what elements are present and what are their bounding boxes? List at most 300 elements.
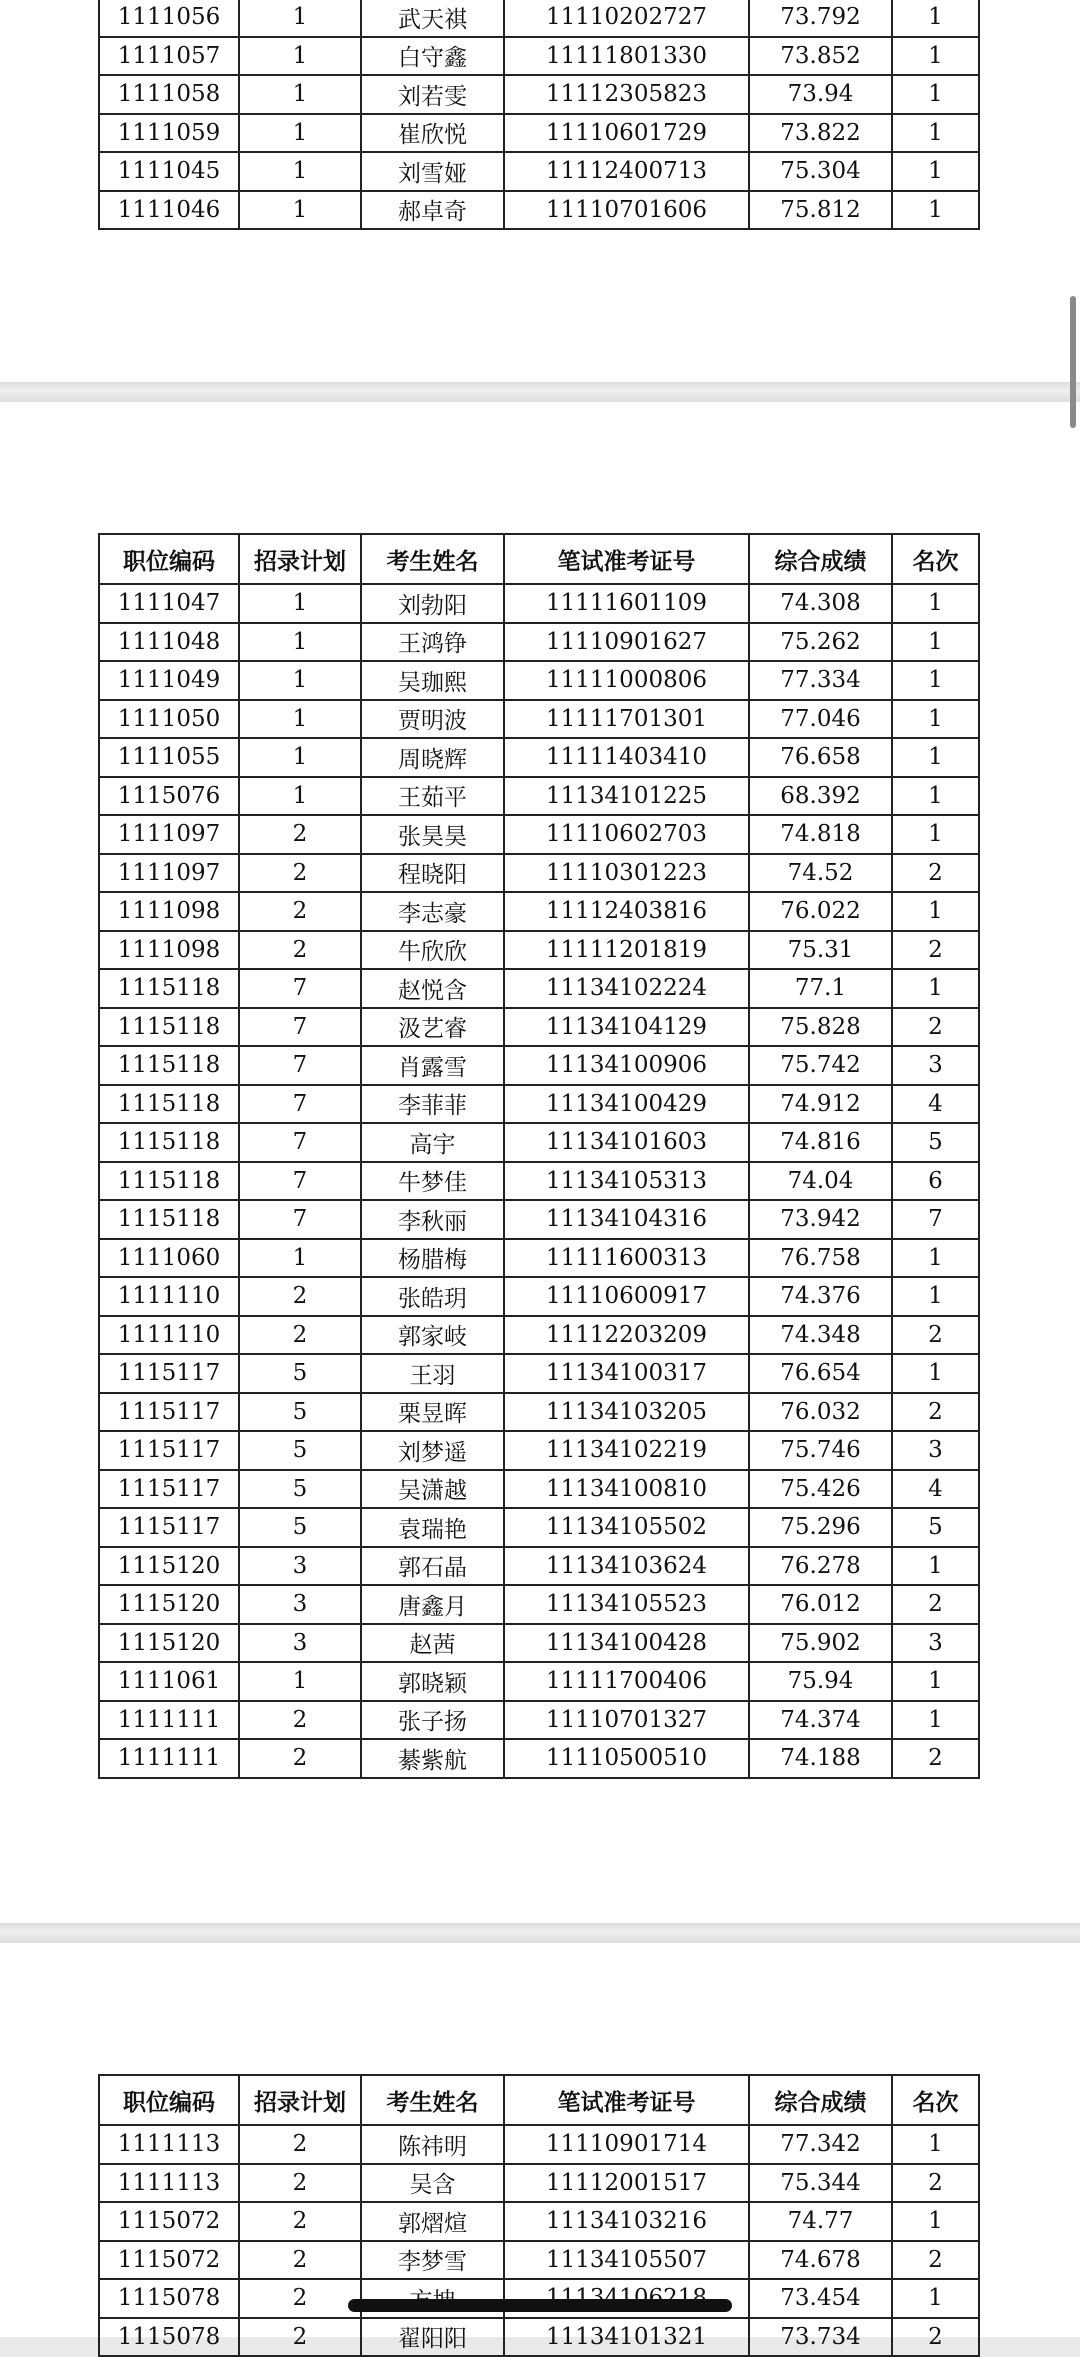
- cell-rank: 1: [892, 700, 979, 739]
- score-table-1: [98, 0, 980, 230]
- table-row: [99, 2318, 979, 2357]
- page-separator: [0, 382, 1080, 402]
- cell-recruit-plan: 1: [239, 114, 361, 153]
- table-row: [99, 1393, 979, 1432]
- cell-total-score: 74.816: [749, 1123, 892, 1162]
- cell-total-score: 73.454: [749, 2279, 892, 2318]
- table-row: [99, 75, 979, 114]
- cell-position-code: 1115072: [99, 2241, 239, 2280]
- cell-position-code: 1115072: [99, 2202, 239, 2241]
- cell-exam-ticket: 11134102219: [504, 1431, 749, 1470]
- cell-rank: 1: [892, 1277, 979, 1316]
- cell-rank: 5: [892, 1508, 979, 1547]
- cell-recruit-plan: 7: [239, 1123, 361, 1162]
- cell-exam-ticket: 11112305823: [504, 75, 749, 114]
- header-recruit-plan: 招录计划: [239, 2075, 361, 2125]
- cell-rank: 1: [892, 2279, 979, 2318]
- cell-exam-ticket: 11134101603: [504, 1123, 749, 1162]
- cell-rank: 1: [892, 2202, 979, 2241]
- cell-rank: 5: [892, 1123, 979, 1162]
- cell-exam-ticket: 11134105523: [504, 1585, 749, 1624]
- cell-rank: 1: [892, 777, 979, 816]
- cell-rank: 1: [892, 1662, 979, 1701]
- table-row: [99, 738, 979, 777]
- cell-candidate-name: 唐鑫月: [361, 1585, 504, 1624]
- document-page-3: [0, 1943, 1080, 2353]
- cell-exam-ticket: 11134104129: [504, 1008, 749, 1047]
- cell-total-score: 74.77: [749, 2202, 892, 2241]
- cell-total-score: 75.746: [749, 1431, 892, 1470]
- cell-position-code: 1115118: [99, 1200, 239, 1239]
- cell-recruit-plan: 2: [239, 2318, 361, 2357]
- cell-total-score: 75.902: [749, 1624, 892, 1663]
- header-candidate-name: 考生姓名: [361, 2075, 504, 2125]
- cell-exam-ticket: 11134105502: [504, 1508, 749, 1547]
- cell-recruit-plan: 2: [239, 931, 361, 970]
- cell-position-code: 1111058: [99, 75, 239, 114]
- cell-rank: 2: [892, 2318, 979, 2357]
- cell-candidate-name: 赵茜: [361, 1624, 504, 1663]
- cell-recruit-plan: 1: [239, 75, 361, 114]
- cell-position-code: 1115120: [99, 1624, 239, 1663]
- cell-exam-ticket: 11134102224: [504, 969, 749, 1008]
- table-row: [99, 152, 979, 191]
- cell-position-code: 1111113: [99, 2164, 239, 2203]
- table-row: [99, 584, 979, 623]
- cell-position-code: 1111098: [99, 931, 239, 970]
- cell-recruit-plan: 2: [239, 2241, 361, 2280]
- cell-position-code: 1115120: [99, 1585, 239, 1624]
- cell-position-code: 1115118: [99, 1085, 239, 1124]
- cell-total-score: 76.278: [749, 1547, 892, 1586]
- table-row: [99, 1739, 979, 1778]
- scrollbar-thumb[interactable]: [1070, 296, 1076, 428]
- cell-candidate-name: 张昊昊: [361, 815, 504, 854]
- cell-total-score: 76.022: [749, 892, 892, 931]
- cell-position-code: 1111047: [99, 584, 239, 623]
- table-row: [99, 1470, 979, 1509]
- cell-rank: 1: [892, 1701, 979, 1740]
- cell-recruit-plan: 5: [239, 1354, 361, 1393]
- cell-recruit-plan: 1: [239, 584, 361, 623]
- cell-rank: 4: [892, 1085, 979, 1124]
- cell-candidate-name: 吴含: [361, 2164, 504, 2203]
- table-row: [99, 2125, 979, 2164]
- cell-total-score: 73.792: [749, 0, 892, 37]
- cell-exam-ticket: 11134100906: [504, 1046, 749, 1085]
- table-header-row: [99, 534, 979, 584]
- table-row: [99, 931, 979, 970]
- cell-rank: 1: [892, 815, 979, 854]
- cell-exam-ticket: 11111201819: [504, 931, 749, 970]
- cell-exam-ticket: 11134100317: [504, 1354, 749, 1393]
- cell-rank: 1: [892, 114, 979, 153]
- cell-rank: 1: [892, 2125, 979, 2164]
- cell-recruit-plan: 5: [239, 1470, 361, 1509]
- cell-total-score: 75.344: [749, 2164, 892, 2203]
- cell-exam-ticket: 11134101225: [504, 777, 749, 816]
- cell-candidate-name: 吴潇越: [361, 1470, 504, 1509]
- table-row: [99, 2202, 979, 2241]
- table-row: [99, 1085, 979, 1124]
- cell-recruit-plan: 1: [239, 0, 361, 37]
- cell-position-code: 1115118: [99, 1046, 239, 1085]
- cell-exam-ticket: 11111700406: [504, 1662, 749, 1701]
- cell-position-code: 1115118: [99, 1008, 239, 1047]
- cell-rank: 2: [892, 1316, 979, 1355]
- cell-recruit-plan: 2: [239, 2202, 361, 2241]
- table-row: [99, 114, 979, 153]
- cell-candidate-name: 杨腊梅: [361, 1239, 504, 1278]
- cell-rank: 3: [892, 1624, 979, 1663]
- cell-candidate-name: 吴珈熙: [361, 661, 504, 700]
- cell-total-score: 76.654: [749, 1354, 892, 1393]
- cell-candidate-name: 刘梦遥: [361, 1431, 504, 1470]
- cell-total-score: 75.262: [749, 623, 892, 662]
- cell-recruit-plan: 1: [239, 1239, 361, 1278]
- cell-exam-ticket: 11134103205: [504, 1393, 749, 1432]
- cell-recruit-plan: 2: [239, 1316, 361, 1355]
- cell-rank: 6: [892, 1162, 979, 1201]
- cell-exam-ticket: 11134105313: [504, 1162, 749, 1201]
- cell-candidate-name: 李梦雪: [361, 2241, 504, 2280]
- table-row: [99, 1277, 979, 1316]
- table-row: [99, 2164, 979, 2203]
- cell-position-code: 1115117: [99, 1393, 239, 1432]
- cell-rank: 2: [892, 2164, 979, 2203]
- cell-rank: 1: [892, 969, 979, 1008]
- document-page-2: [0, 402, 1080, 1923]
- cell-exam-ticket: 11134105507: [504, 2241, 749, 2280]
- cell-candidate-name: 陈祎明: [361, 2125, 504, 2164]
- cell-recruit-plan: 2: [239, 2279, 361, 2318]
- cell-exam-ticket: 11111600313: [504, 1239, 749, 1278]
- table-row: [99, 1008, 979, 1047]
- cell-rank: 2: [892, 1008, 979, 1047]
- cell-recruit-plan: 2: [239, 1277, 361, 1316]
- cell-position-code: 1111110: [99, 1277, 239, 1316]
- cell-total-score: 74.348: [749, 1316, 892, 1355]
- cell-candidate-name: 肖露雪: [361, 1046, 504, 1085]
- cell-candidate-name: 刘若雯: [361, 75, 504, 114]
- cell-recruit-plan: 1: [239, 37, 361, 76]
- header-total-score: 综合成绩: [749, 2075, 892, 2125]
- cell-candidate-name: 汲艺睿: [361, 1008, 504, 1047]
- cell-candidate-name: 高宇: [361, 1123, 504, 1162]
- cell-candidate-name: 郭熠煊: [361, 2202, 504, 2241]
- cell-rank: 2: [892, 931, 979, 970]
- header-total-score: 综合成绩: [749, 534, 892, 584]
- cell-position-code: 1111057: [99, 37, 239, 76]
- cell-recruit-plan: 5: [239, 1431, 361, 1470]
- cell-candidate-name: 白守鑫: [361, 37, 504, 76]
- cell-exam-ticket: 11134100810: [504, 1470, 749, 1509]
- cell-position-code: 1111046: [99, 191, 239, 230]
- cell-exam-ticket: 11110701327: [504, 1701, 749, 1740]
- score-table-3: [98, 2074, 980, 2357]
- table-row: [99, 1162, 979, 1201]
- cell-rank: 2: [892, 1739, 979, 1778]
- table-row: [99, 1239, 979, 1278]
- cell-candidate-name: 王鸿铮: [361, 623, 504, 662]
- cell-position-code: 1111061: [99, 1662, 239, 1701]
- cell-position-code: 1111110: [99, 1316, 239, 1355]
- cell-exam-ticket: 11134101321: [504, 2318, 749, 2357]
- cell-exam-ticket: 11110600917: [504, 1277, 749, 1316]
- cell-position-code: 1115078: [99, 2279, 239, 2318]
- cell-total-score: 77.046: [749, 700, 892, 739]
- cell-exam-ticket: 11112203209: [504, 1316, 749, 1355]
- cell-candidate-name: 张子扬: [361, 1701, 504, 1740]
- cell-total-score: 77.1: [749, 969, 892, 1008]
- cell-rank: 1: [892, 191, 979, 230]
- table-header-row: [99, 2075, 979, 2125]
- cell-recruit-plan: 2: [239, 1739, 361, 1778]
- cell-exam-ticket: 11111000806: [504, 661, 749, 700]
- cell-candidate-name: 栗昱晖: [361, 1393, 504, 1432]
- cell-exam-ticket: 11111701301: [504, 700, 749, 739]
- cell-position-code: 1111098: [99, 892, 239, 931]
- cell-rank: 1: [892, 1547, 979, 1586]
- cell-exam-ticket: 11112403816: [504, 892, 749, 931]
- cell-total-score: 74.374: [749, 1701, 892, 1740]
- cell-total-score: 73.94: [749, 75, 892, 114]
- cell-candidate-name: 李秋丽: [361, 1200, 504, 1239]
- table-row: [99, 1123, 979, 1162]
- cell-recruit-plan: 1: [239, 700, 361, 739]
- header-rank: 名次: [892, 2075, 979, 2125]
- cell-candidate-name: 周晓辉: [361, 738, 504, 777]
- cell-recruit-plan: 2: [239, 854, 361, 893]
- cell-exam-ticket: 11110202727: [504, 0, 749, 37]
- cell-exam-ticket: 11111403410: [504, 738, 749, 777]
- cell-exam-ticket: 11134103216: [504, 2202, 749, 2241]
- cell-rank: 1: [892, 584, 979, 623]
- cell-total-score: 73.734: [749, 2318, 892, 2357]
- cell-position-code: 1111056: [99, 0, 239, 37]
- cell-candidate-name: 綦紫航: [361, 1739, 504, 1778]
- cell-total-score: 74.912: [749, 1085, 892, 1124]
- table-row: [99, 815, 979, 854]
- cell-total-score: 75.828: [749, 1008, 892, 1047]
- cell-candidate-name: 贾明波: [361, 700, 504, 739]
- table-row: [99, 700, 979, 739]
- cell-candidate-name: 崔欣悦: [361, 114, 504, 153]
- table-row: [99, 1508, 979, 1547]
- table-row: [99, 1701, 979, 1740]
- cell-recruit-plan: 7: [239, 1200, 361, 1239]
- cell-total-score: 75.426: [749, 1470, 892, 1509]
- cell-recruit-plan: 3: [239, 1585, 361, 1624]
- cell-position-code: 1115078: [99, 2318, 239, 2357]
- cell-candidate-name: 王羽: [361, 1354, 504, 1393]
- table-row: [99, 0, 979, 37]
- cell-position-code: 1115118: [99, 969, 239, 1008]
- cell-recruit-plan: 1: [239, 152, 361, 191]
- cell-total-score: 74.376: [749, 1277, 892, 1316]
- cell-exam-ticket: 11110901714: [504, 2125, 749, 2164]
- cell-recruit-plan: 1: [239, 777, 361, 816]
- cell-total-score: 75.812: [749, 191, 892, 230]
- cell-recruit-plan: 1: [239, 191, 361, 230]
- table-row: [99, 1431, 979, 1470]
- cell-recruit-plan: 2: [239, 1701, 361, 1740]
- cell-total-score: 76.658: [749, 738, 892, 777]
- cell-position-code: 1111113: [99, 2125, 239, 2164]
- cell-candidate-name: 赵悦含: [361, 969, 504, 1008]
- header-position-code: 职位编码: [99, 534, 239, 584]
- cell-position-code: 1111060: [99, 1239, 239, 1278]
- cell-recruit-plan: 1: [239, 738, 361, 777]
- cell-recruit-plan: 7: [239, 969, 361, 1008]
- cell-total-score: 74.52: [749, 854, 892, 893]
- cell-rank: 4: [892, 1470, 979, 1509]
- cell-candidate-name: 郭石晶: [361, 1547, 504, 1586]
- cell-candidate-name: 刘雪娅: [361, 152, 504, 191]
- cell-total-score: 76.012: [749, 1585, 892, 1624]
- cell-candidate-name: 王茹平: [361, 777, 504, 816]
- table-row: [99, 1662, 979, 1701]
- table-row: [99, 1354, 979, 1393]
- cell-rank: 1: [892, 1239, 979, 1278]
- cell-rank: 1: [892, 37, 979, 76]
- cell-candidate-name: 牛梦佳: [361, 1162, 504, 1201]
- cell-rank: 2: [892, 1393, 979, 1432]
- cell-exam-ticket: 11112001517: [504, 2164, 749, 2203]
- cell-rank: 2: [892, 2241, 979, 2280]
- cell-position-code: 1111097: [99, 815, 239, 854]
- cell-rank: 1: [892, 152, 979, 191]
- home-indicator[interactable]: [348, 2299, 732, 2312]
- cell-rank: 1: [892, 623, 979, 662]
- document-page-1: [0, 0, 1080, 382]
- cell-candidate-name: 武天祺: [361, 0, 504, 37]
- cell-rank: 7: [892, 1200, 979, 1239]
- table-row: [99, 2241, 979, 2280]
- cell-recruit-plan: 5: [239, 1393, 361, 1432]
- header-rank: 名次: [892, 534, 979, 584]
- cell-total-score: 73.942: [749, 1200, 892, 1239]
- cell-recruit-plan: 1: [239, 1662, 361, 1701]
- cell-position-code: 1115118: [99, 1162, 239, 1201]
- cell-position-code: 1111055: [99, 738, 239, 777]
- cell-rank: 3: [892, 1431, 979, 1470]
- cell-candidate-name: 郝卓奇: [361, 191, 504, 230]
- cell-recruit-plan: 1: [239, 623, 361, 662]
- table-row: [99, 892, 979, 931]
- table-row: [99, 37, 979, 76]
- cell-position-code: 1115117: [99, 1508, 239, 1547]
- cell-candidate-name: 郭家岐: [361, 1316, 504, 1355]
- cell-position-code: 1111048: [99, 623, 239, 662]
- cell-recruit-plan: 2: [239, 2125, 361, 2164]
- cell-total-score: 75.296: [749, 1508, 892, 1547]
- cell-candidate-name: 张皓玥: [361, 1277, 504, 1316]
- header-candidate-name: 考生姓名: [361, 534, 504, 584]
- cell-candidate-name: 程晓阳: [361, 854, 504, 893]
- table-row: [99, 1200, 979, 1239]
- table-row: [99, 777, 979, 816]
- cell-total-score: 75.31: [749, 931, 892, 970]
- cell-exam-ticket: 11110701606: [504, 191, 749, 230]
- cell-total-score: 77.342: [749, 2125, 892, 2164]
- cell-total-score: 74.308: [749, 584, 892, 623]
- cell-recruit-plan: 7: [239, 1046, 361, 1085]
- cell-total-score: 74.04: [749, 1162, 892, 1201]
- cell-total-score: 73.852: [749, 37, 892, 76]
- cell-rank: 1: [892, 75, 979, 114]
- cell-recruit-plan: 7: [239, 1162, 361, 1201]
- cell-total-score: 73.822: [749, 114, 892, 153]
- cell-rank: 2: [892, 854, 979, 893]
- cell-candidate-name: 翟阳阳: [361, 2318, 504, 2357]
- cell-recruit-plan: 2: [239, 815, 361, 854]
- header-position-code: 职位编码: [99, 2075, 239, 2125]
- cell-exam-ticket: 11110601729: [504, 114, 749, 153]
- cell-position-code: 1111111: [99, 1739, 239, 1778]
- cell-recruit-plan: 1: [239, 661, 361, 700]
- cell-exam-ticket: 11110500510: [504, 1739, 749, 1778]
- cell-position-code: 1111045: [99, 152, 239, 191]
- cell-rank: 3: [892, 1046, 979, 1085]
- cell-recruit-plan: 2: [239, 892, 361, 931]
- cell-total-score: 68.392: [749, 777, 892, 816]
- cell-exam-ticket: 11111801330: [504, 37, 749, 76]
- cell-rank: 1: [892, 738, 979, 777]
- header-recruit-plan: 招录计划: [239, 534, 361, 584]
- cell-position-code: 1115120: [99, 1547, 239, 1586]
- cell-exam-ticket: 11134104316: [504, 1200, 749, 1239]
- cell-recruit-plan: 7: [239, 1085, 361, 1124]
- cell-position-code: 1111050: [99, 700, 239, 739]
- cell-candidate-name: 李志豪: [361, 892, 504, 931]
- cell-total-score: 76.032: [749, 1393, 892, 1432]
- cell-recruit-plan: 3: [239, 1547, 361, 1586]
- cell-exam-ticket: 11112400713: [504, 152, 749, 191]
- cell-exam-ticket: 11110901627: [504, 623, 749, 662]
- cell-position-code: 1115117: [99, 1354, 239, 1393]
- cell-total-score: 74.818: [749, 815, 892, 854]
- table-row: [99, 1585, 979, 1624]
- cell-rank: 1: [892, 0, 979, 37]
- cell-exam-ticket: 11111601109: [504, 584, 749, 623]
- header-exam-ticket: 笔试准考证号: [504, 534, 749, 584]
- cell-candidate-name: 郭晓颖: [361, 1662, 504, 1701]
- cell-total-score: 76.758: [749, 1239, 892, 1278]
- cell-total-score: 75.304: [749, 152, 892, 191]
- table-row: [99, 854, 979, 893]
- cell-position-code: 1115117: [99, 1431, 239, 1470]
- cell-candidate-name: 牛欣欣: [361, 931, 504, 970]
- cell-rank: 2: [892, 1585, 979, 1624]
- cell-exam-ticket: 11134100429: [504, 1085, 749, 1124]
- cell-rank: 1: [892, 1354, 979, 1393]
- cell-candidate-name: 刘勃阳: [361, 584, 504, 623]
- cell-total-score: 77.334: [749, 661, 892, 700]
- cell-position-code: 1115118: [99, 1123, 239, 1162]
- cell-exam-ticket: 11134103624: [504, 1547, 749, 1586]
- cell-position-code: 1111049: [99, 661, 239, 700]
- table-row: [99, 969, 979, 1008]
- table-row: [99, 191, 979, 230]
- cell-exam-ticket: 11110301223: [504, 854, 749, 893]
- table-row: [99, 623, 979, 662]
- cell-position-code: 1111059: [99, 114, 239, 153]
- cell-position-code: 1111097: [99, 854, 239, 893]
- cell-total-score: 74.678: [749, 2241, 892, 2280]
- score-table-2: [98, 533, 980, 1779]
- cell-recruit-plan: 5: [239, 1508, 361, 1547]
